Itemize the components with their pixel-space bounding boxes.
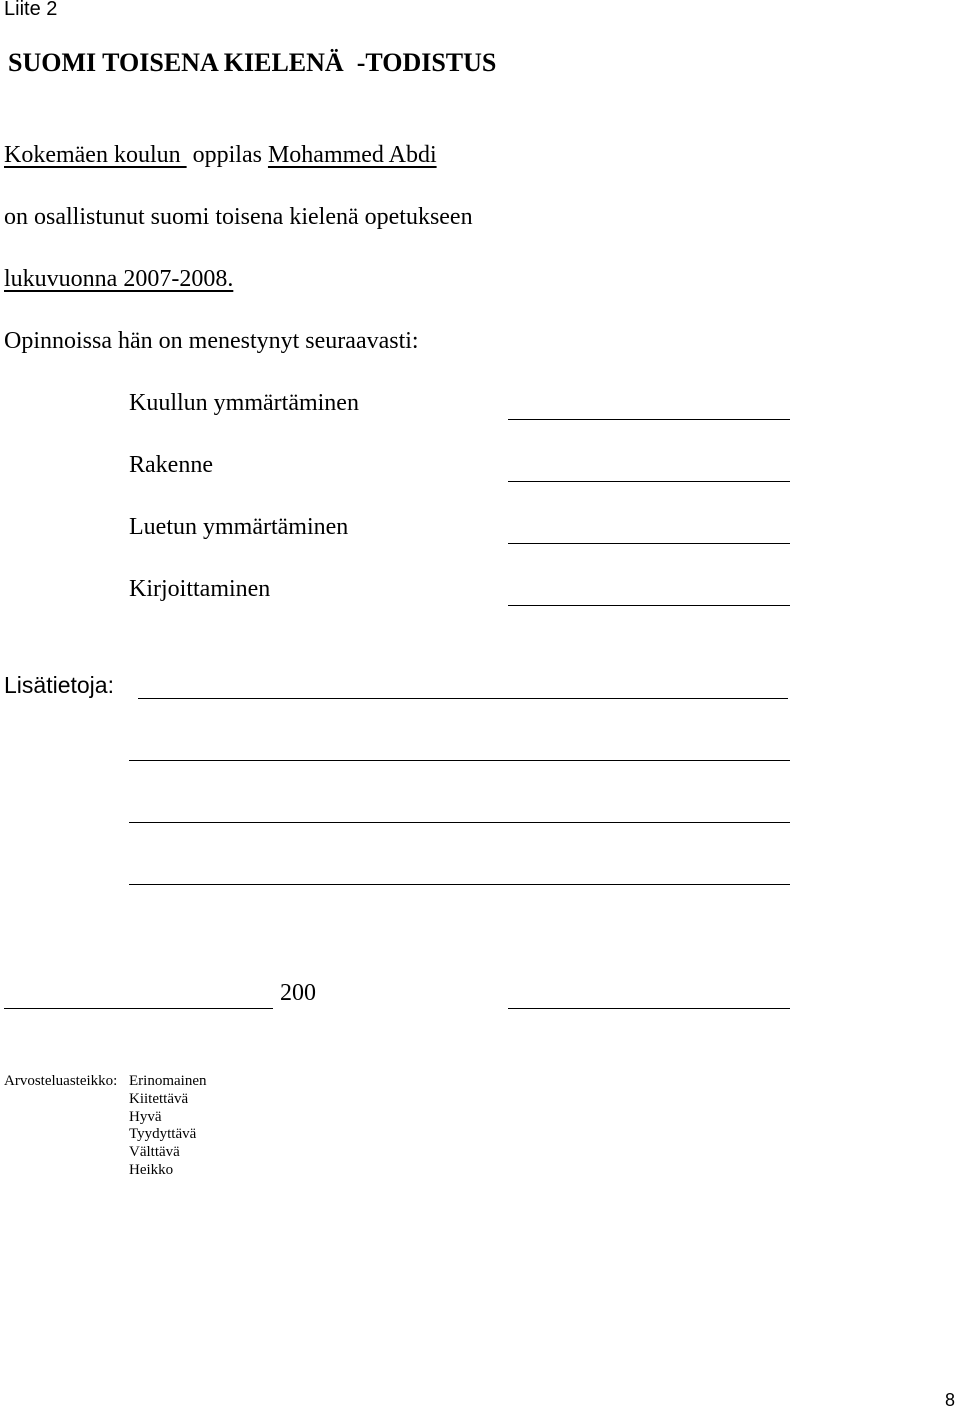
grade-passable: Välttävä [129, 1144, 180, 1161]
school-name: Kokemäen koulun [4, 142, 187, 168]
page-number: 8 [945, 1390, 956, 1410]
grade-line-writing [508, 605, 790, 606]
signature-line [508, 1008, 790, 1009]
additional-info-line-3 [129, 822, 790, 823]
grade-line-listening [508, 419, 790, 420]
grade-commendable: Kiitettävä [129, 1090, 189, 1107]
additional-info-line-2 [129, 760, 790, 761]
assessment-item-writing: Kirjoittaminen [129, 576, 271, 602]
additional-info-label: Lisätietoja: [4, 672, 114, 698]
additional-info-line-4 [129, 884, 790, 885]
school-year-text: lukuvuonna 2007-2008. [4, 266, 234, 292]
grade-line-reading [508, 543, 790, 544]
appendix-label: Liite 2 [4, 0, 58, 20]
date-place-line [4, 1008, 273, 1009]
assessment-item-listening: Kuullun ymmärtäminen [129, 390, 359, 416]
grading-scale-label: Arvosteluasteikko: [4, 1073, 118, 1089]
performance-intro: Opinnoissa hän on menestynyt seuraavasti: [4, 328, 419, 354]
grade-good: Hyvä [129, 1108, 162, 1125]
assessment-item-structure: Rakenne [129, 452, 213, 478]
participation-text: on osallistunut suomi toisena kielenä opetukseen [4, 204, 473, 230]
pupil-name: Mohammed Abdi [267, 142, 437, 168]
pupil-label: oppilas [192, 142, 262, 168]
grade-excellent: Erinomainen [129, 1073, 207, 1089]
additional-info-line-1 [138, 698, 788, 699]
assessment-item-reading: Luetun ymmärtäminen [129, 514, 349, 540]
date-year-prefix: 200 [280, 980, 316, 1006]
grade-line-structure [508, 481, 790, 482]
grade-poor: Heikko [129, 1161, 174, 1178]
pupil-line [4, 142, 437, 169]
certificate-title: SUOMI TOISENA KIELENÄ -TODISTUS [8, 48, 497, 77]
grading-scale-list [129, 1073, 206, 1180]
grade-satisfactory: Tyydyttävä [129, 1126, 197, 1143]
